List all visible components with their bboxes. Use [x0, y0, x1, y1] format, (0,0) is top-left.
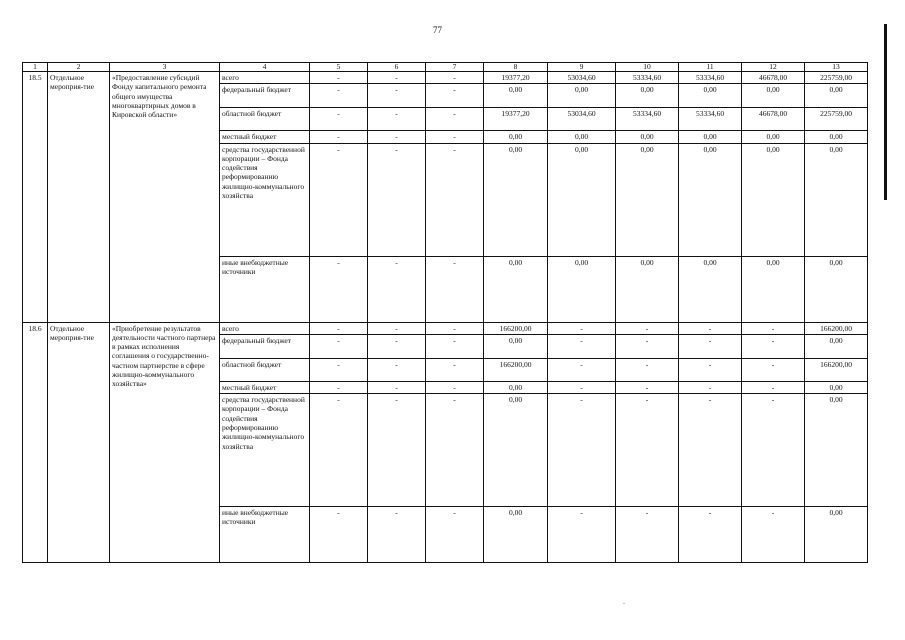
value-cell-c9: -	[548, 322, 616, 334]
value-cell-c10: 0,00	[616, 143, 679, 256]
value-cell-c11: 0,00	[679, 131, 742, 143]
header-cell: 5	[310, 63, 368, 72]
value-cell-c13: 225759,00	[805, 108, 868, 131]
value-cell-c5: -	[310, 108, 368, 131]
value-cell-c6: -	[368, 381, 426, 393]
value-cell-c10: 53334,60	[616, 108, 679, 131]
value-cell-c12: 46678,00	[742, 72, 805, 84]
header-cell: 6	[368, 63, 426, 72]
value-cell-c6: -	[368, 72, 426, 84]
value-cell-c9: -	[548, 394, 616, 507]
value-cell-c11: 53334,60	[679, 108, 742, 131]
value-cell-c5: -	[310, 131, 368, 143]
value-cell-c6: -	[368, 84, 426, 108]
value-cell-c12: -	[742, 381, 805, 393]
value-cell-c10: -	[616, 334, 679, 358]
section-name: «Предоставление субсидий Фонду капитального ремонта общего имущества многоквартирных домов в Кировской области»	[110, 72, 220, 323]
value-cell-c7: -	[426, 507, 484, 563]
value-cell-c5: -	[310, 381, 368, 393]
value-cell-c9: -	[548, 507, 616, 563]
value-cell-c8: 19377,20	[484, 72, 548, 84]
value-cell-c8: 0,00	[484, 84, 548, 108]
value-cell-c5: -	[310, 72, 368, 84]
value-cell-c12: 46678,00	[742, 108, 805, 131]
value-cell-c5: -	[310, 322, 368, 334]
value-cell-c10: -	[616, 358, 679, 381]
header-cell: 3	[110, 63, 220, 72]
value-cell-c7: -	[426, 358, 484, 381]
value-cell-c5: -	[310, 143, 368, 256]
table-row	[23, 72, 868, 84]
value-cell-c12: 0,00	[742, 84, 805, 108]
value-cell-c12: -	[742, 507, 805, 563]
value-cell-c5: -	[310, 507, 368, 563]
value-cell-c7: -	[426, 143, 484, 256]
header-row	[23, 63, 868, 72]
value-cell-c8: 0,00	[484, 507, 548, 563]
value-cell-c13: 225759,00	[805, 72, 868, 84]
value-cell-c11: -	[679, 394, 742, 507]
value-cell-c12: 0,00	[742, 143, 805, 256]
value-cell-c8: 166200,00	[484, 358, 548, 381]
section-type: Отдельное мероприя-тие	[48, 322, 110, 563]
value-cell-c9: 0,00	[548, 84, 616, 108]
value-cell-c11: -	[679, 322, 742, 334]
value-cell-c11: -	[679, 358, 742, 381]
value-cell-c7: -	[426, 334, 484, 358]
header-cell: 13	[805, 63, 868, 72]
header-cell: 2	[48, 63, 110, 72]
value-cell-c7: -	[426, 72, 484, 84]
value-cell-c12: -	[742, 322, 805, 334]
value-cell-c6: -	[368, 131, 426, 143]
funding-source-label: местный бюджет	[220, 381, 310, 393]
header-cell: 8	[484, 63, 548, 72]
value-cell-c6: -	[368, 256, 426, 322]
value-cell-c11: 0,00	[679, 256, 742, 322]
value-cell-c9: 0,00	[548, 143, 616, 256]
value-cell-c12: 0,00	[742, 256, 805, 322]
value-cell-c13: 166200,00	[805, 322, 868, 334]
funding-source-label: федеральный бюджет	[220, 84, 310, 108]
value-cell-c8: 0,00	[484, 334, 548, 358]
scan-speck	[623, 603, 625, 604]
value-cell-c7: -	[426, 84, 484, 108]
funding-source-label: местный бюджет	[220, 131, 310, 143]
value-cell-c9: -	[548, 334, 616, 358]
value-cell-c8: 0,00	[484, 394, 548, 507]
value-cell-c8: 166200,00	[484, 322, 548, 334]
header-cell: 7	[426, 63, 484, 72]
value-cell-c12: 0,00	[742, 131, 805, 143]
table-body	[23, 63, 868, 563]
page-number: 77	[433, 25, 442, 35]
value-cell-c12: -	[742, 358, 805, 381]
value-cell-c5: -	[310, 358, 368, 381]
value-cell-c13: 0,00	[805, 381, 868, 393]
value-cell-c13: 166200,00	[805, 358, 868, 381]
funding-source-label: всего	[220, 72, 310, 84]
value-cell-c10: 0,00	[616, 256, 679, 322]
funding-source-label: иные внебюджетные источники	[220, 256, 310, 322]
value-cell-c7: -	[426, 322, 484, 334]
section-number: 18.6	[23, 322, 48, 563]
value-cell-c6: -	[368, 108, 426, 131]
value-cell-c6: -	[368, 334, 426, 358]
section-type: Отдельное мероприя-тие	[48, 72, 110, 323]
value-cell-c12: -	[742, 334, 805, 358]
value-cell-c10: -	[616, 394, 679, 507]
value-cell-c10: -	[616, 381, 679, 393]
value-cell-c6: -	[368, 322, 426, 334]
funding-source-label: иные внебюджетные источники	[220, 507, 310, 563]
header-cell: 4	[220, 63, 310, 72]
header-cell: 1	[23, 63, 48, 72]
value-cell-c13: 0,00	[805, 143, 868, 256]
value-cell-c8: 0,00	[484, 143, 548, 256]
table-row	[23, 322, 868, 334]
section-name: «Приобретение результатов деятельности частного партнера в рамках исполнения соглашения о государственно-частном партнерстве в сфере жилищно-коммунального хозяйства»	[110, 322, 220, 563]
value-cell-c6: -	[368, 507, 426, 563]
value-cell-c11: -	[679, 334, 742, 358]
value-cell-c10: 0,00	[616, 131, 679, 143]
funding-source-label: средства государственной корпорации – Фонда содействия реформированию жилищно-коммунального хозяйства	[220, 394, 310, 507]
value-cell-c7: -	[426, 394, 484, 507]
value-cell-c8: 19377,20	[484, 108, 548, 131]
section-number: 18.5	[23, 72, 48, 323]
value-cell-c7: -	[426, 108, 484, 131]
header-cell: 9	[548, 63, 616, 72]
value-cell-c8: 0,00	[484, 256, 548, 322]
value-cell-c13: 0,00	[805, 334, 868, 358]
value-cell-c6: -	[368, 143, 426, 256]
header-cell: 10	[616, 63, 679, 72]
value-cell-c5: -	[310, 334, 368, 358]
header-cell: 12	[742, 63, 805, 72]
value-cell-c9: 53034,60	[548, 72, 616, 84]
funding-source-label: средства государственной корпорации – Фонда содействия реформированию жилищно-коммунального хозяйства	[220, 143, 310, 256]
value-cell-c10: 53334,60	[616, 72, 679, 84]
value-cell-c9: 53034,60	[548, 108, 616, 131]
value-cell-c11: 53334,60	[679, 72, 742, 84]
value-cell-c10: -	[616, 322, 679, 334]
value-cell-c11: -	[679, 381, 742, 393]
funding-source-label: всего	[220, 322, 310, 334]
value-cell-c7: -	[426, 131, 484, 143]
value-cell-c5: -	[310, 256, 368, 322]
value-cell-c6: -	[368, 358, 426, 381]
value-cell-c13: 0,00	[805, 394, 868, 507]
value-cell-c6: -	[368, 394, 426, 507]
value-cell-c12: -	[742, 394, 805, 507]
header-cell: 11	[679, 63, 742, 72]
value-cell-c5: -	[310, 84, 368, 108]
value-cell-c11: -	[679, 507, 742, 563]
value-cell-c11: 0,00	[679, 84, 742, 108]
value-cell-c7: -	[426, 381, 484, 393]
value-cell-c9: -	[548, 381, 616, 393]
value-cell-c10: 0,00	[616, 84, 679, 108]
funding-source-label: федеральный бюджет	[220, 334, 310, 358]
value-cell-c10: -	[616, 507, 679, 563]
value-cell-c13: 0,00	[805, 507, 868, 563]
value-cell-c13: 0,00	[805, 84, 868, 108]
value-cell-c13: 0,00	[805, 131, 868, 143]
funding-source-label: областной бюджет	[220, 108, 310, 131]
value-cell-c11: 0,00	[679, 143, 742, 256]
value-cell-c7: -	[426, 256, 484, 322]
value-cell-c5: -	[310, 394, 368, 507]
value-cell-c9: 0,00	[548, 131, 616, 143]
value-cell-c8: 0,00	[484, 381, 548, 393]
scan-margin-bar	[884, 24, 887, 200]
funding-source-label: областной бюджет	[220, 358, 310, 381]
value-cell-c13: 0,00	[805, 256, 868, 322]
value-cell-c9: -	[548, 358, 616, 381]
value-cell-c9: 0,00	[548, 256, 616, 322]
budget-table	[22, 62, 868, 563]
value-cell-c8: 0,00	[484, 131, 548, 143]
